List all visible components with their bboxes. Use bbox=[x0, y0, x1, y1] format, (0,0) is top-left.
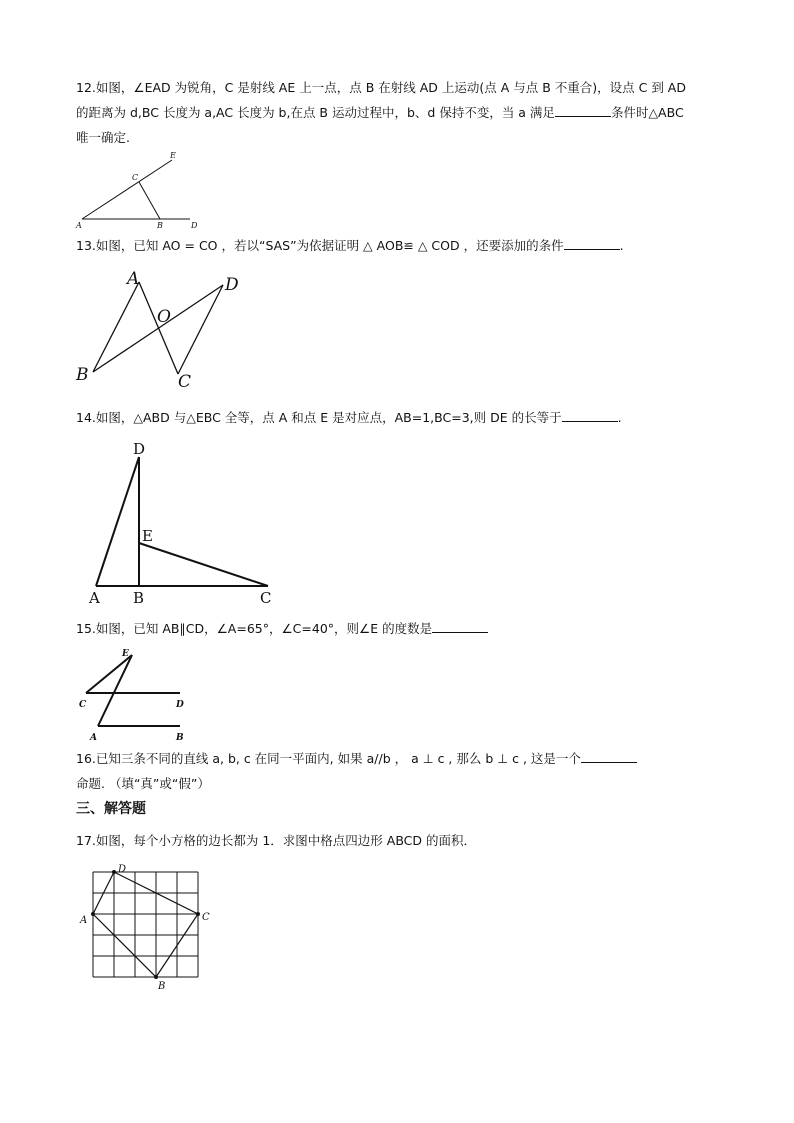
q16-line-2: 命题. （填“真”或“假”） bbox=[76, 776, 210, 791]
q13-label-C: C bbox=[178, 372, 192, 392]
q13-label-A: A bbox=[127, 269, 140, 289]
section-heading: 三、解答题 bbox=[76, 801, 146, 817]
q14-text: 14.如图，△ABD 与△EBC 全等，点 A 和点 E 是对应点，AB=1,BC=3,则 DE 的长等于 bbox=[76, 410, 562, 425]
q12-label-E: E bbox=[170, 151, 176, 160]
q15-label-B: B bbox=[176, 733, 184, 743]
q12-label-B: B bbox=[157, 221, 163, 230]
q12-label-D: D bbox=[191, 221, 198, 230]
q16-answer-blank[interactable] bbox=[581, 750, 637, 763]
q15-label-C: C bbox=[79, 700, 87, 710]
q15-text: 15.如图，已知 AB∥CD，∠A=65°，∠C=40°，则∠E 的度数是 bbox=[76, 621, 433, 636]
q15-line bbox=[76, 620, 488, 638]
q14-label-B: B bbox=[133, 589, 145, 607]
q13-label-O: O bbox=[157, 307, 171, 327]
q12-text-tail: 条件时△ABC bbox=[610, 105, 684, 120]
q17-label-D: D bbox=[118, 864, 127, 875]
q13-answer-blank[interactable] bbox=[564, 237, 620, 250]
q13-label-D: D bbox=[225, 275, 239, 295]
q14-label-D: D bbox=[133, 440, 146, 458]
q15-answer-blank[interactable] bbox=[432, 620, 488, 633]
q15-label-E: E bbox=[122, 649, 129, 659]
q17-label-A: A bbox=[80, 915, 88, 926]
q12-line-1: 12.如图，∠EAD 为锐角，C 是射线 AE 上一点，点 B 在射线 AD 上运动(点 A 与点 B 不重合)，设点 C 到 AD bbox=[76, 80, 686, 95]
q14-text-tail: . bbox=[617, 410, 622, 425]
q14-answer-blank[interactable] bbox=[562, 409, 618, 422]
q15-label-A: A bbox=[90, 733, 97, 743]
q14-label-E: E bbox=[142, 527, 153, 545]
q14-label-C: C bbox=[260, 589, 272, 607]
q12-label-C: C bbox=[132, 173, 139, 182]
q14-label-A: A bbox=[89, 589, 100, 607]
q17-label-B: B bbox=[158, 981, 166, 992]
q15-figure bbox=[86, 655, 180, 726]
q16-line-1 bbox=[76, 750, 637, 768]
q12-figure bbox=[82, 160, 190, 219]
q14-line bbox=[76, 409, 622, 427]
q13-line bbox=[76, 237, 624, 255]
q13-text: 13.如图，已知 AO = CO ，若以“SAS”为依据证明 △ AOB≌ △ COD ，还要添加的条件 bbox=[76, 238, 564, 253]
q12-text: 的距离为 d,BC 长度为 a,AC 长度为 b,在点 B 运动过程中，b、d 保持不变，当 a 满足 bbox=[76, 105, 555, 120]
q13-figure bbox=[93, 282, 223, 374]
q13-label-B: B bbox=[76, 365, 89, 385]
q15-label-D: D bbox=[176, 700, 184, 710]
q14-figure bbox=[96, 457, 268, 586]
q13-text-tail: . bbox=[619, 238, 624, 253]
q17-quadrilateral bbox=[93, 872, 198, 977]
q12-label-A: A bbox=[76, 221, 82, 230]
q12-line-3: 唯一确定. bbox=[76, 130, 130, 145]
q16-text: 16.已知三条不同的直线 a, b, c 在同一平面内, 如果 a//b ， a ⊥ c , 那么 b ⊥ c , 这是一个 bbox=[76, 751, 581, 766]
q17-line: 17.如图，每个小方格的边长都为 1．求图中格点四边形 ABCD 的面积． bbox=[76, 833, 477, 848]
q17-label-C: C bbox=[202, 912, 210, 923]
